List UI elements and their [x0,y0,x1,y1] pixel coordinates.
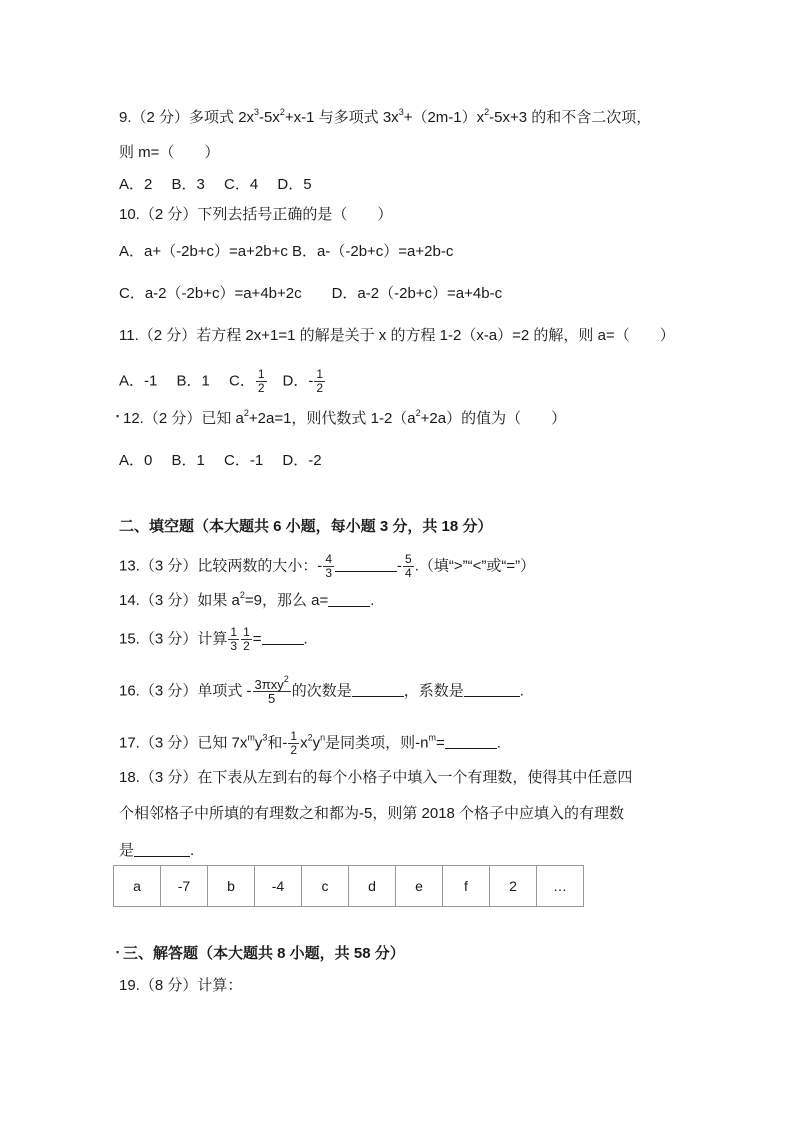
fraction: $\frac{1}{3}$ [230,625,238,653]
question-12-options: A．0 B．1 C．-1 D．-2 [119,452,322,469]
sequence-table [113,865,584,907]
question-15: 15.（3 分）计算 $\frac{1}{3}$ $\frac{1}{2}$ = . [119,625,308,653]
answer-blank[interactable] [464,682,520,697]
table-cell: -7 [161,866,208,907]
answer-blank[interactable] [335,557,397,572]
table-cell: … [537,866,584,907]
question-11-options: A．-1 B．1 C． $\frac{1}{2}$ D．- $\frac{1}{2}$ [119,367,324,395]
question-10: 10.（2 分）下列去括号正确的是（ ） [119,206,393,223]
fraction: $\frac{1}{2}$ [257,367,265,395]
answer-blank[interactable] [262,630,304,645]
table-cell: a [114,866,161,907]
table-cell: b [208,866,255,907]
question-18-line2: 个相邻格子中所填的有理数之和都为-5，则第 2018 个格子中应填入的有理数 [119,805,625,822]
question-10-options-ab: A．a+（-2b+c）=a+2b+c B．a-（-2b+c）=a+2b-c [119,243,454,260]
question-13: 13.（3 分）比较两数的大小：- $\frac{4}{3}$ - $\frac{5}{4}$ .（填“>”“<”或“=”） [119,552,536,580]
question-18-line1: 18.（3 分）在下表从左到右的每个小格子中填入一个有理数，使得其中任意四 [119,769,633,786]
question-11: 11.（2 分）若方程 2x+1=1 的解是关于 x 的方程 1-2（x-a）=2 的解，则 a=（ ） [119,327,675,344]
fraction: $\frac{1}{2}$ [290,729,298,757]
fraction: $\frac{1}{2}$ [316,367,324,395]
question-17: 17.（3 分）已知 $7x^my^3$和- $\frac{1}{2}$ $x^2y^n$是同类项，则$-n^m=$ . [119,729,501,757]
fraction: $\frac{3\pi xy^2}{5}$ [254,674,289,706]
table-cell: -4 [255,866,302,907]
scan-mark: ▪ [116,411,120,421]
scan-mark: ▪ [116,947,120,957]
table-cell: c [302,866,349,907]
question-9-line2: 则 m=（ ） [119,144,220,161]
answer-blank[interactable] [134,842,190,857]
question-12: 12.（2 分）已知 $a^2+2a=1$，则代数式 $1-2(a^2+2a)$的值为（ ） [123,408,567,427]
question-9: 9.（2 分）多项式 $2x^3-5x^2+x-1$ 与多项式 $3x^3+(2m-1)x^2-5x+3$ 的和不含二次项， [119,107,652,126]
section-2-heading: 二、填空题（本大题共 6 小题，每小题 3 分，共 18 分） [119,518,493,535]
answer-blank[interactable] [328,592,370,607]
question-18-line3: 是 . [119,842,195,859]
table-cell: f [443,866,490,907]
fraction: $\frac{4}{3}$ [325,552,333,580]
question-19: 19.（8 分）计算： [119,977,243,994]
answer-blank[interactable] [352,682,404,697]
table-cell: d [349,866,396,907]
answer-blank[interactable] [445,734,497,749]
fraction: $\frac{5}{4}$ [405,552,412,580]
question-16: 16.（3 分）单项式 - $\frac{3\pi xy^2}{5}$ 的次数是 ，系数是 . [119,674,524,706]
table-cell: e [396,866,443,907]
question-9-options: A．2 B．3 C．4 D．5 [119,176,312,193]
section-3-heading: 三、解答题（本大题共 8 小题，共 58 分） [123,945,405,962]
question-10-options-cd: C．a-2（-2b+c）=a+4b+2c D．a-2（-2b+c）=a+4b-c [119,285,503,302]
table-cell: 2 [490,866,537,907]
fraction: $\frac{1}{2}$ [243,625,250,653]
question-14: 14.（3 分）如果 $a^2=9$，那么 a= . [119,590,375,609]
